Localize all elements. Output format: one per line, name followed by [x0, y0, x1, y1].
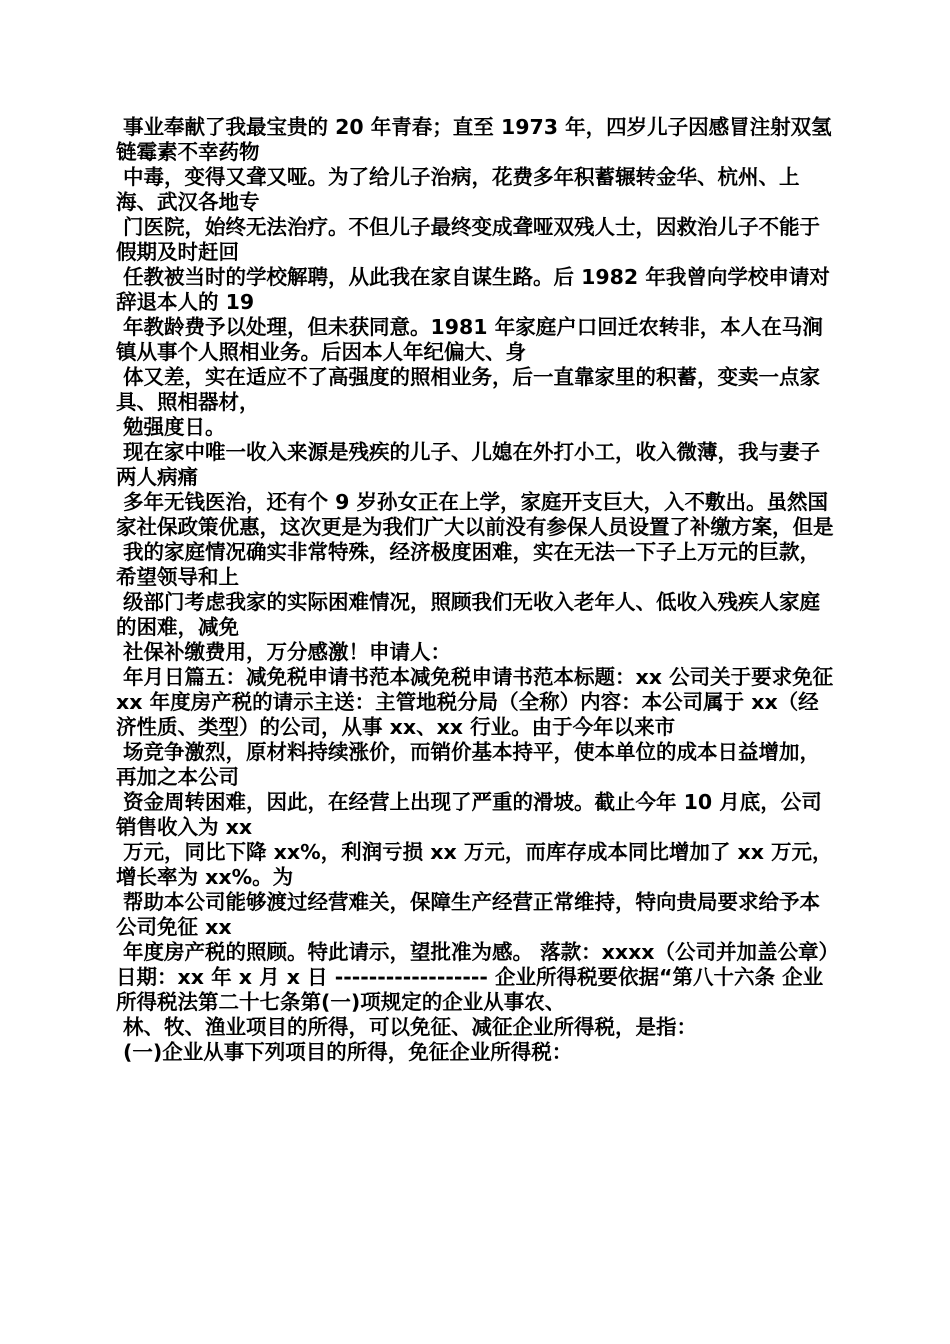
paragraph: 帮助本公司能够渡过经营难关，保障生产经营正常维持，特向贵局要求给予本公司免征 xx [116, 890, 820, 939]
paragraph: 万元，同比下降 xx%，利润亏损 xx 万元，而库存成本同比增加了 xx 万元，增长率为 xx%。为 [116, 840, 833, 889]
paragraph: 社保补缴费用，万分感激！申请人： [123, 640, 451, 664]
paragraph: 年度房产税的照顾。特此请示，望批准为感。 落款：xxxx（公司并加盖公章）日期：xx 年 x 月 x 日 ------------------ 企业所得税要依据“第八十六条 企业所得税法第二十七条第(一)项规定的企业从事农、 [116, 940, 829, 1014]
paragraph: 门医院，始终无法治疗。不但儿子最终变成聋哑双残人士，因救治儿子不能于假期及时赶回 [116, 215, 820, 264]
paragraph: 任教被当时的学校解聘，从此我在家自谋生路。后 1982 年我曾向学校申请对辞退本人的 19 [116, 265, 830, 314]
paragraph: 多年无钱医治，还有个 9 岁孙女正在上学，家庭开支巨大，入不敷出。虽然国家社保政策优惠，这次更是为我们广大以前没有参保人员设置了补缴方案，但是 [116, 490, 834, 539]
paragraph: 级部门考虑我家的实际困难情况，照顾我们无收入老年人、低收入残疾人家庭的困难，减免 [116, 590, 820, 639]
paragraph: 中毒，变得又聋又哑。为了给儿子治病，花费多年积蓄辗转金华、杭州、上海、武汉各地专 [116, 165, 800, 214]
paragraph: 事业奉献了我最宝贵的 20 年青春；直至 1973 年，四岁儿子因感冒注射双氢链霉素不幸药物 [116, 115, 832, 164]
paragraph: 年教龄费予以处理，但未获同意。1981 年家庭户口回迁农转非，本人在马涧镇从事个人照相业务。后因本人年纪偏大、身 [116, 315, 823, 364]
paragraph: 我的家庭情况确实非常特殊，经济极度困难，实在无法一下子上万元的巨款，希望领导和上 [116, 540, 820, 589]
paragraph: 现在家中唯一收入来源是残疾的儿子、儿媳在外打小工，收入微薄，我与妻子两人病痛 [116, 440, 820, 489]
paragraph: 林、牧、渔业项目的所得，可以免征、减征企业所得税，是指： [123, 1015, 697, 1039]
paragraph: 年月日篇五：减免税申请书范本减免税申请书范本标题：xx 公司关于要求免征 xx 年度房产税的请示主送：主管地税分局（全称）内容：本公司属于 xx（经济性质、类型）的公司，从事 xx、xx 行业。由于今年以来市 [116, 665, 841, 739]
paragraph: 勉强度日。 [123, 415, 226, 439]
document-body [116, 115, 841, 1065]
paragraph: (一)企业从事下列项目的所得，免征企业所得税： [123, 1040, 573, 1064]
paragraph: 资金周转困难，因此，在经营上出现了严重的滑坡。截止今年 10 月底，公司销售收入为 xx [116, 790, 822, 839]
paragraph: 体又差，实在适应不了高强度的照相业务，后一直靠家里的积蓄，变卖一点家具、照相器材， [116, 365, 820, 414]
paragraph: 场竞争激烈，原材料持续涨价，而销价基本持平，使本单位的成本日益增加，再加之本公司 [116, 740, 820, 789]
